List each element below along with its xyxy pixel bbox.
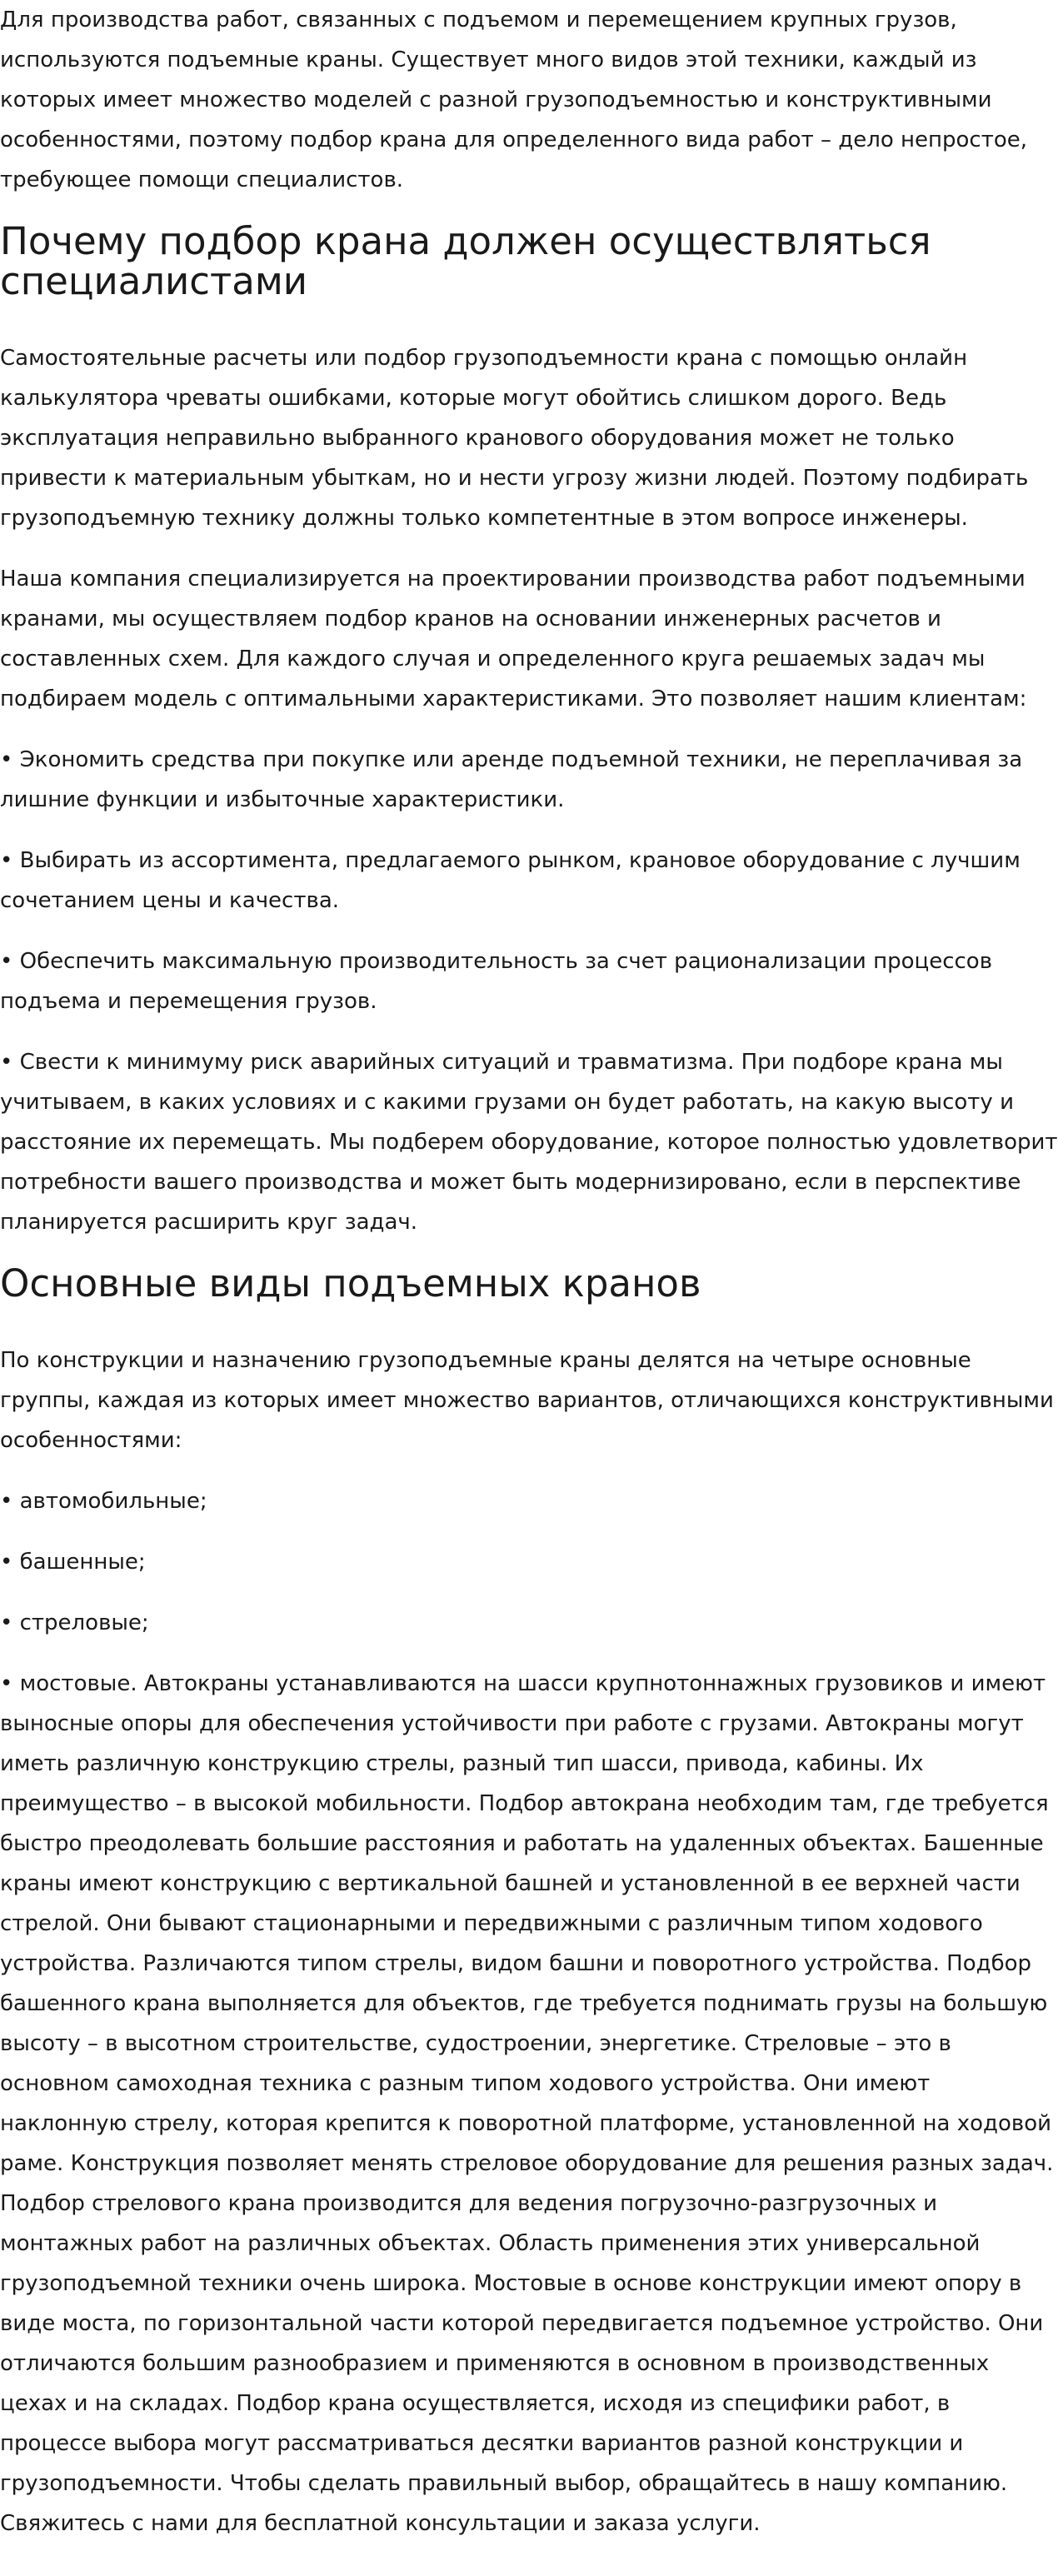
section-heading-why-specialists: Почему подбор крана должен осуществляться специалистами [0,219,931,303]
bullet-item: • Выбирать из ассортимента, предлагаемого рынком, крановое оборудование с лучшим сочетанием цены и качества. [0,848,1021,913]
bullet-item: • Свести к минимуму риск аварийных ситуаций и травматизма. При подборе крана мы учитываем, в каких условиях и с какими грузами он будет работать, на какую высоту и расстояние их перемещать. Мы подберем оборудование, которое полностью удовлетворит потребности вашего производства и может быть модернизировано, если в перспективе планируется расширить круг задач. [0,1050,1058,1235]
paragraph: По конструкции и назначению грузоподъемные краны делятся на четыре основные группы, каждая из которых имеет множество вариантов, отличающихся конструктивными особенностями: [0,1348,1054,1453]
bullet-item: • башенные; [0,1550,146,1575]
bullet-item: • автомобильные; [0,1489,207,1514]
bullet-item: • стреловые; [0,1610,149,1635]
bullet-item: • Экономить средства при покупке или аренде подъемной техники, не переплачивая за лишние функции и избыточные характеристики. [0,747,1023,812]
paragraph: Самостоятельные расчеты или подбор грузоподъемности крана с помощью онлайн калькулятора чреваты ошибками, которые могут обойтись слишком дорого. Ведь эксплуатация неправильно выбранного кранового оборудования может не только привести к материальным убыткам, но и нести угрозу жизни людей. Поэтому подбирать грузоподъемную технику должны только компетентные в этом вопросе инженеры. [0,346,1029,531]
intro-paragraph: Для производства работ, связанных с подъемом и перемещением крупных грузов, используются подъемные краны. Существует много видов этой техники, каждый из которых имеет множество моделей с разной грузоподъемностью и конструктивными особенностями, поэтому подбор крана для определенного вида работ – дело непростое, требующее помощи специалистов. [0,7,1028,192]
bullet-item: • мостовые. Автокраны устанавливаются на шасси крупнотоннажных грузовиков и имеют выносные опоры для обеспечения устойчивости при работе с грузами. Автокраны могут иметь различную конструкцию стрелы, разный тип шасси, привода, кабины. Их преимущество – в высокой мобильности. Подбор автокрана необходим там, где требуется быстро преодолевать большие расстояния и работать на удаленных объектах. Башенные краны имеют конструкцию с вертикальной башней и установленной в ее верхней части стрелой. Они бывают стационарными и передвижными с различным типом ходового устройства. Различаются типом стрелы, видом башни и поворотного устройства. Подбор башенного крана выполняется для объектов, где требуется поднимать грузы на большую высоту – в высотном строительстве, судостроении, энергетике. Стреловые – это в основном самоходная техника с разным типом ходового устройства. Они имеют наклонную стрелу, которая крепится к поворотной платформе, установленной на ходовой раме. Конструкция позволяет менять стреловое оборудование для решения разных задач. Подбор стрелового крана производится для ведения погрузочно-разгрузочных и монтажных работ на различных объектах. Область применения этих универсальной грузоподъемной техники очень широка. Мостовые в основе конструкции имеют опору в виде моста, по горизонтальной части которой передвигается подъемное устройство. Они отличаются большим разнообразием и применяются в основном в производственных цехах и на складах. Подбор крана осуществляется, исходя из специфики работ, в процессе выбора могут рассматриваться десятки вариантов разной конструкции и грузоподъемности. Чтобы сделать правильный выбор, обращайтесь в нашу компанию. Свяжитесь с нами для бесплатной консультации и заказа услуги. [0,1671,1054,2536]
bullet-item: • Обеспечить максимальную производительность за счет рационализации процессов подъема и перемещения грузов. [0,949,993,1014]
section-heading-crane-types: Основные виды подъемных кранов [0,1261,701,1305]
paragraph: Наша компания специализируется на проектировании производства работ подъемными кранами, мы осуществляем подбор кранов на основании инженерных расчетов и составленных схем. Для каждого случая и определенного круга решаемых задач мы подбираем модель с оптимальными характеристиками. Это позволяет нашим клиентам: [0,567,1027,711]
